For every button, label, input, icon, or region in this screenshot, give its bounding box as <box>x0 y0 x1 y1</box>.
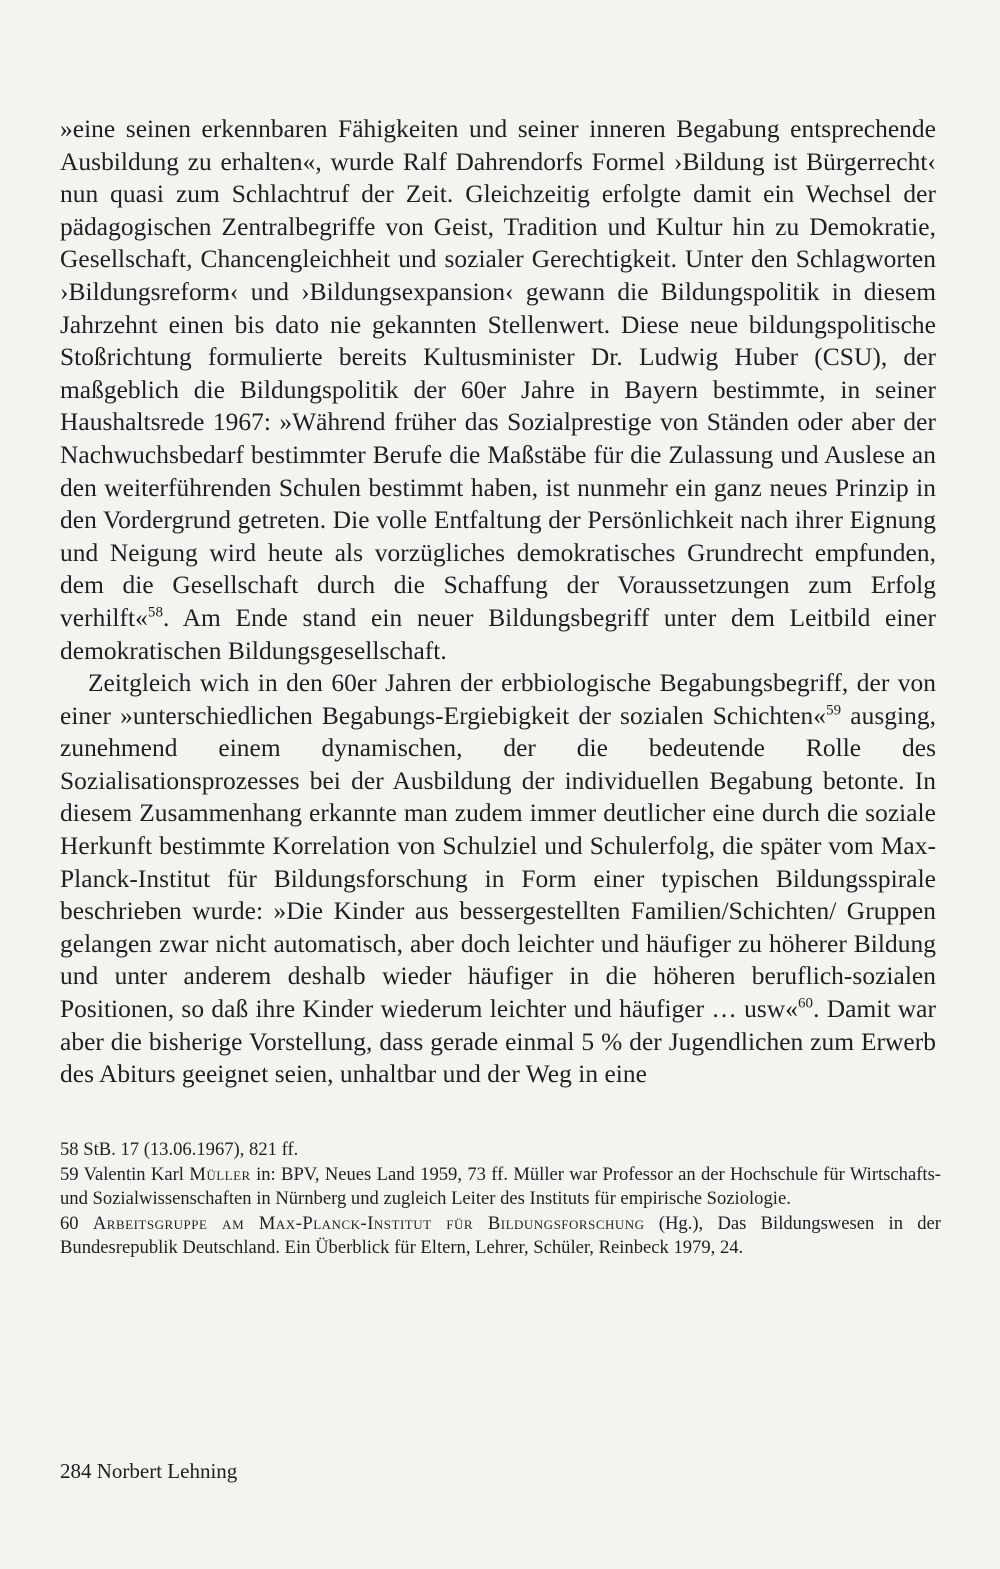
footnote-author-last: Müller <box>189 1163 251 1185</box>
paragraph-1-text-b: . Am Ende stand ein neuer Bildungsbegriff unter dem Leitbild einer demokratischen Bildungsgesellschaft. <box>60 603 936 665</box>
paragraph-2-text-b: ausging, zunehmend einem dynamischen, der die bedeutende Rolle des Sozialisationsprozesses bei der Ausbildung der individuellen Begabung betonte. In diesem Zusammenhang erkannte man zudem immer deutlicher eine durch die soziale Herkunft bestimmte Korrelation von Schulziel und Schulerfolg, die später vom Max-Planck-Institut für Bildungsforschung in Form einer typischen Bildungsspirale beschrieben wurde: »Die Kinder aus bessergestellten Familien/Schichten/ Gruppen gelangen zwar nicht automatisch, aber doch leichter und häufiger zu höherer Bildung und unter anderem deshalb wieder häufiger in die höheren beruflich-sozialen Positionen, so daß ihre Kinder wiederum leichter und häufiger … usw« <box>60 701 937 1024</box>
main-text <box>60 113 936 1091</box>
footnote-60 <box>60 1212 941 1261</box>
paragraph-2-text-c: . Damit war aber die bisherige Vorstellung, dass gerade einmal 5 % der Jugendlichen zum Erwerb des Abiturs geeignet seien, unhaltbar und der Weg in eine <box>60 995 936 1089</box>
footnote-author-first: Valentin Karl <box>83 1163 190 1185</box>
footnote-ref-60: 60 <box>797 995 814 1012</box>
paragraph-1-text-a: »eine seinen erkennbaren Fähigkeiten und seiner inneren Begabung entsprechende Ausbildung zu erhalten«, wurde Ralf Dahrendorfs Formel ›Bildung ist Bürgerrecht‹ nun quasi zum Schlachtruf der Zeit. Gleichzeitig erfolgte damit ein Wechsel der pädagogischen Zentralbegriffe von Geist, Tradition und Kultur hin zu Demokratie, Gesellschaft, Chancengleichheit und sozialer Gerechtigkeit. Unter den Schlagworten ›Bildungsreform‹ und ›Bildungsexpansion‹ gewann die Bildungspolitik in diesem Jahrzehnt einen bis dato nie gekannten Stellenwert. Diese neue bildungspolitische Stoßrichtung formulierte bereits Kultusminister Dr. Ludwig Huber (CSU), der maßgeblich die Bildungspolitik der 60er Jahre in Bayern bestimmte, in seiner Haushaltsrede 1967: »Während früher das Sozialprestige von Ständen oder aber der Nachwuchsbedarf bestimmter Berufe die Maßstäbe für die Zulassung und Auslese an den weiterführenden Schulen bestimmt haben, ist nunmehr ein ganz neues Prinzip in den Vordergrund getreten. Die volle Entfaltung der Persönlichkeit nach ihrer Eignung und Neigung wird heute als vorzügliches demokratisches Grundrecht empfunden, dem die Gesellschaft durch die Schaffung der Voraussetzungen zum Erfolg verhilft« <box>60 115 936 632</box>
footnote-text: StB. 17 (13.06.1967), 821 ff. <box>83 1139 299 1160</box>
running-author: Norbert Lehning <box>96 1459 238 1483</box>
paragraph-2-text-a: Zeitgleich wich in den 60er Jahren der erbbiologische Begabungsbegriff, der von einer »unterschiedlichen Begabungs-Ergiebigkeit der sozialen Schichten« <box>60 669 936 730</box>
footnote-ref-59: 59 <box>826 702 842 719</box>
footnote-58 <box>60 1138 941 1163</box>
footnote-number: 60 <box>60 1212 79 1234</box>
footnote-text: in: BPV, Neues Land 1959, 73 ff. Müller war Professor an der Hochschule für Wirtschafts- und Sozialwissenschaften in Nürnberg und zugleich Leiter des Instituts für empirische Soziologie. <box>60 1163 942 1209</box>
footnote-ref-58: 58 <box>147 604 163 621</box>
page-footer <box>60 1458 237 1484</box>
paragraph-1 <box>60 113 936 667</box>
footnote-text: (Hg.), Das Bildungswesen in der Bundesrepublik Deutschland. Ein Überblick für Eltern, Lehrer, Schüler, Reinbeck 1979, 24. <box>60 1212 941 1258</box>
footnote-author: Arbeitsgruppe am Max-Planck-Institut für Bildungsforschung <box>92 1212 645 1234</box>
footnote-number: 58 <box>60 1139 79 1160</box>
footnote-59 <box>60 1163 941 1212</box>
footnotes <box>60 1138 941 1261</box>
page-number: 284 <box>60 1459 92 1483</box>
footnote-number: 59 <box>60 1163 79 1185</box>
paragraph-2 <box>60 667 936 1091</box>
